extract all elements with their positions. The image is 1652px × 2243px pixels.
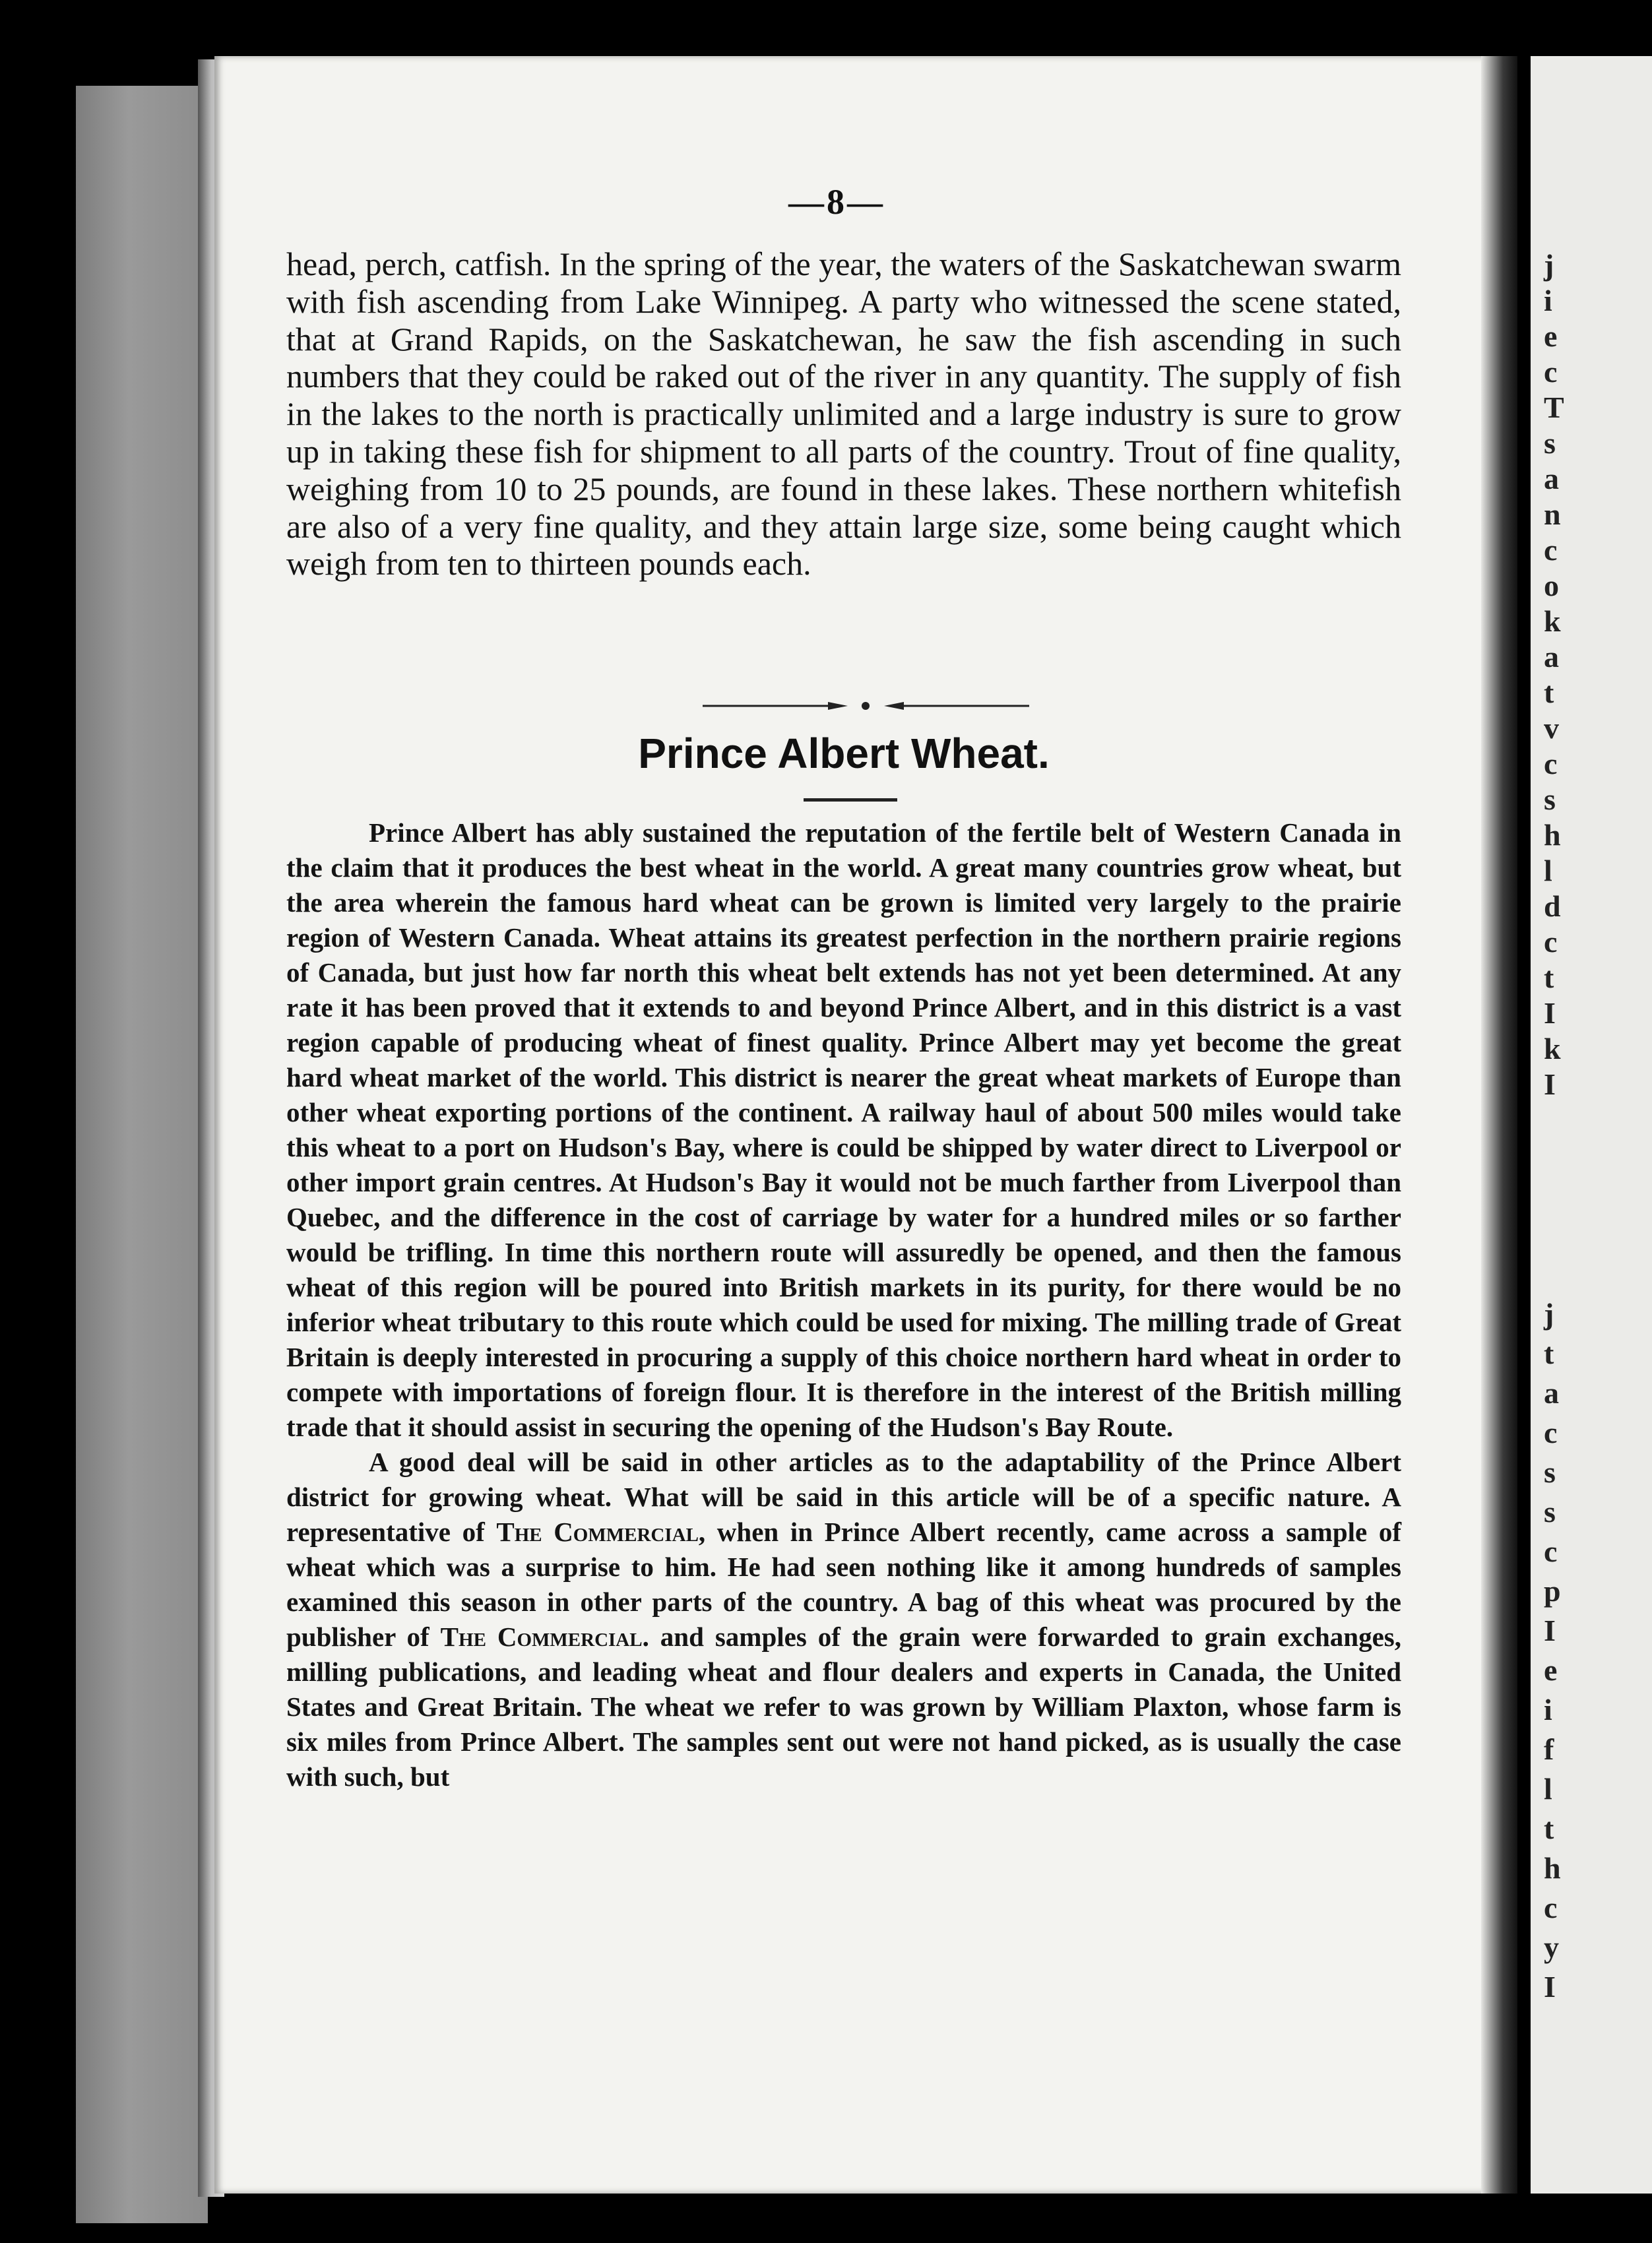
adjacent-page-fragment: h (1544, 1851, 1561, 1885)
adjacent-page-fragment: l (1544, 1772, 1552, 1806)
page-right-edge (1481, 56, 1517, 2194)
adjacent-page-fragment: f (1544, 1732, 1554, 1766)
adjacent-page-fragment: o (1544, 569, 1559, 602)
adjacent-page-fragment: a (1544, 462, 1559, 495)
adjacent-page-fragment: e (1544, 1653, 1558, 1687)
adjacent-page-fragment: i (1544, 1693, 1552, 1726)
article-body (286, 815, 1401, 1794)
adjacent-page-fragment: t (1544, 676, 1554, 709)
adjacent-page-fragment: t (1544, 1812, 1554, 1845)
adjacent-page-fragment: p (1544, 1574, 1561, 1608)
adjacent-page-fragment: v (1544, 711, 1559, 745)
adjacent-page-fragment: c (1544, 355, 1558, 389)
ornamental-divider (703, 701, 1029, 711)
publication-name: The Commercial (496, 1517, 699, 1547)
adjacent-page-fragment: c (1544, 1891, 1558, 1924)
adjacent-page-fragment: k (1544, 1032, 1561, 1065)
adjacent-page-fragment: d (1544, 889, 1561, 923)
paragraph-2-text-a: A good deal will be said in other articles as to the adaptability of the Prince Albert district for growing wheat. What will be said in this article will be of a specific nature. A representative of (286, 1447, 1401, 1547)
adjacent-page (1531, 56, 1652, 2194)
section-heading: Prince Albert Wheat. (638, 730, 1050, 777)
adjacent-page-fragment: c (1544, 1416, 1558, 1449)
article-paragraph-2 (286, 1445, 1401, 1794)
adjacent-page-fragment: i (1544, 284, 1552, 317)
adjacent-page-fragment: h (1544, 818, 1561, 852)
divider-arrow-left (828, 702, 848, 710)
adjacent-page-fragment: c (1544, 533, 1558, 567)
intro-paragraph: head, perch, catfish. In the spring of the year, the waters of the Saskatchewan swarm with fish ascending from Lake Winnipeg. A party who witnessed the scene stated, that at Grand Rapids, on the Saskatchewan, he saw the fish ascending in such numbers that they could be raked out of the river in any quantity. The supply of fish in the lakes to the north is practically unlimited and a large industry is sure to grow up in taking these fish for shipment to all parts of the country. Trout of fine quality, weighing from 10 to 25 pounds, are found in these lakes. These northern whitefish are also of a very fine quality, and they attain large size, some being caught which weigh from ten to thirteen pounds each. (286, 245, 1401, 583)
page-number: —8— (788, 182, 885, 222)
adjacent-page-fragment: T (1544, 391, 1564, 424)
adjacent-page-fragment: c (1544, 925, 1558, 959)
adjacent-page-fragment: I (1544, 1067, 1556, 1101)
adjacent-page-fragment: I (1544, 1614, 1556, 1647)
publication-name: The Commercial (440, 1622, 643, 1652)
paragraph-2-text-c: . and samples of the grain were forwarded to grain exchanges, milling publications, and leading wheat and flour dealers and experts in Canada, the United States and Great Britain. The wheat we refer to was grown by William Plaxton, whose farm is six miles from Prince Albert. The samples sent out were not hand picked, as is usually the case with such, but (286, 1622, 1401, 1792)
adjacent-page-fragment: s (1544, 782, 1556, 816)
adjacent-page-fragment: j (1544, 1297, 1554, 1331)
article-paragraph-1: Prince Albert has ably sustained the reputation of the fertile belt of Western Canada in the claim that it produces the best wheat in the world. A great many countries grow wheat, but the area wherein the famous hard wheat can be grown is limited very largely to the prairie region of Western Canada. Wheat attains its greatest perfection in the northern prairie regions of Canada, but just how far north this wheat belt extends has not yet been determined. At any rate it has been proved that it extends to and beyond Prince Albert, and in this district is a vast region capable of producing wheat of finest quality. Prince Albert may yet become the great hard wheat market of the world. This district is nearer the great wheat markets of Europe than other wheat exporting portions of the continent. A railway haul of about 500 miles would take this wheat to a port on Hudson's Bay, where is could be shipped by water direct to Liverpool or other import grain centres. At Hudson's Bay it would not be much farther from Liverpool than Quebec, and the difference in the cost of carriage by water for a hundred miles or so farther would be trifling. In time this northern route will assuredly be opened, and then the famous wheat of this region will be poured into British markets in its purity, for there would be no inferior wheat tributary to this route which could be used for mixing. The milling trade of Great Britain is deeply interested in procuring a supply of this choice northern hard wheat in order to compete with importations of foreign flour. It is therefore in the interest of the British milling trade that it should assist in securing the opening of the Hudson's Bay Route. (286, 817, 1401, 1442)
adjacent-page-fragment: t (1544, 961, 1554, 994)
adjacent-page-fragment: I (1544, 1970, 1556, 2004)
scanner-background-left (76, 86, 208, 2223)
adjacent-page-fragment: n (1544, 497, 1561, 531)
divider-dot (862, 702, 870, 710)
adjacent-page-fragment: a (1544, 640, 1559, 674)
adjacent-page-fragment: t (1544, 1337, 1554, 1370)
adjacent-page-fragment: s (1544, 426, 1556, 460)
adjacent-page-fragment: s (1544, 1495, 1556, 1529)
adjacent-page-fragment: c (1544, 747, 1558, 780)
adjacent-page-fragment: c (1544, 1534, 1558, 1568)
adjacent-page-fragment: s (1544, 1455, 1556, 1489)
adjacent-page-fragment: e (1544, 319, 1558, 353)
heading-underline (804, 798, 897, 802)
adjacent-page-fragment: y (1544, 1930, 1559, 1964)
adjacent-page-fragment: l (1544, 854, 1552, 887)
adjacent-page-fragment: I (1544, 996, 1556, 1030)
adjacent-page-fragment: a (1544, 1376, 1559, 1410)
adjacent-page-fragment: k (1544, 604, 1561, 638)
adjacent-page-fragment: j (1544, 248, 1554, 282)
paragraph-2-text-b: , when in Prince Albert recently, came across a sample of wheat which was a surprise to him. He had seen nothing like it among hundreds of samples examined this season in other parts of the country. A bag of this wheat was procured by the publisher of (286, 1517, 1401, 1652)
